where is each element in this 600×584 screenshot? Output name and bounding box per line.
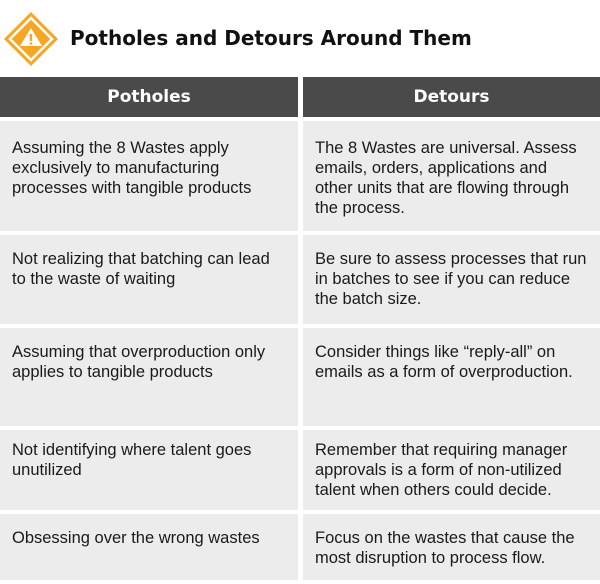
- table-row: [0, 235, 600, 324]
- column-header-detours: Detours: [303, 77, 600, 117]
- column-header-potholes: Potholes: [0, 77, 298, 117]
- detour-cell: Remember that requiring manager approvals is a form of non-utilized talent when others could decide.: [303, 430, 600, 510]
- table-header-row: [0, 77, 600, 117]
- page-title: Potholes and Detours Around Them: [70, 26, 472, 50]
- potholes-detours-table: [0, 77, 600, 584]
- pothole-cell: Not identifying where talent goes unutilized: [0, 430, 298, 510]
- pothole-cell: Not realizing that batching can lead to the waste of waiting: [0, 235, 298, 324]
- pothole-cell: Assuming that overproduction only applies to tangible products: [0, 328, 298, 426]
- pothole-cell: Obsessing over the wrong wastes: [0, 514, 298, 580]
- table-row: [0, 430, 600, 510]
- table-row: [0, 328, 600, 426]
- pothole-cell: Assuming the 8 Wastes apply exclusively to manufacturing processes with tangible products: [0, 121, 298, 231]
- warning-diamond-icon: [2, 10, 60, 68]
- detour-cell: Be sure to assess processes that run in batches to see if you can reduce the batch size.: [303, 235, 600, 324]
- detour-cell: Consider things like “reply-all” on emails as a form of overproduction.: [303, 328, 600, 426]
- table-row: [0, 121, 600, 231]
- table-row: [0, 514, 600, 580]
- page-header: [0, 0, 600, 80]
- detour-cell: The 8 Wastes are universal. Assess emails, orders, applications and other units that are flowing through the process.: [303, 121, 600, 231]
- detour-cell: Focus on the wastes that cause the most disruption to process flow.: [303, 514, 600, 580]
